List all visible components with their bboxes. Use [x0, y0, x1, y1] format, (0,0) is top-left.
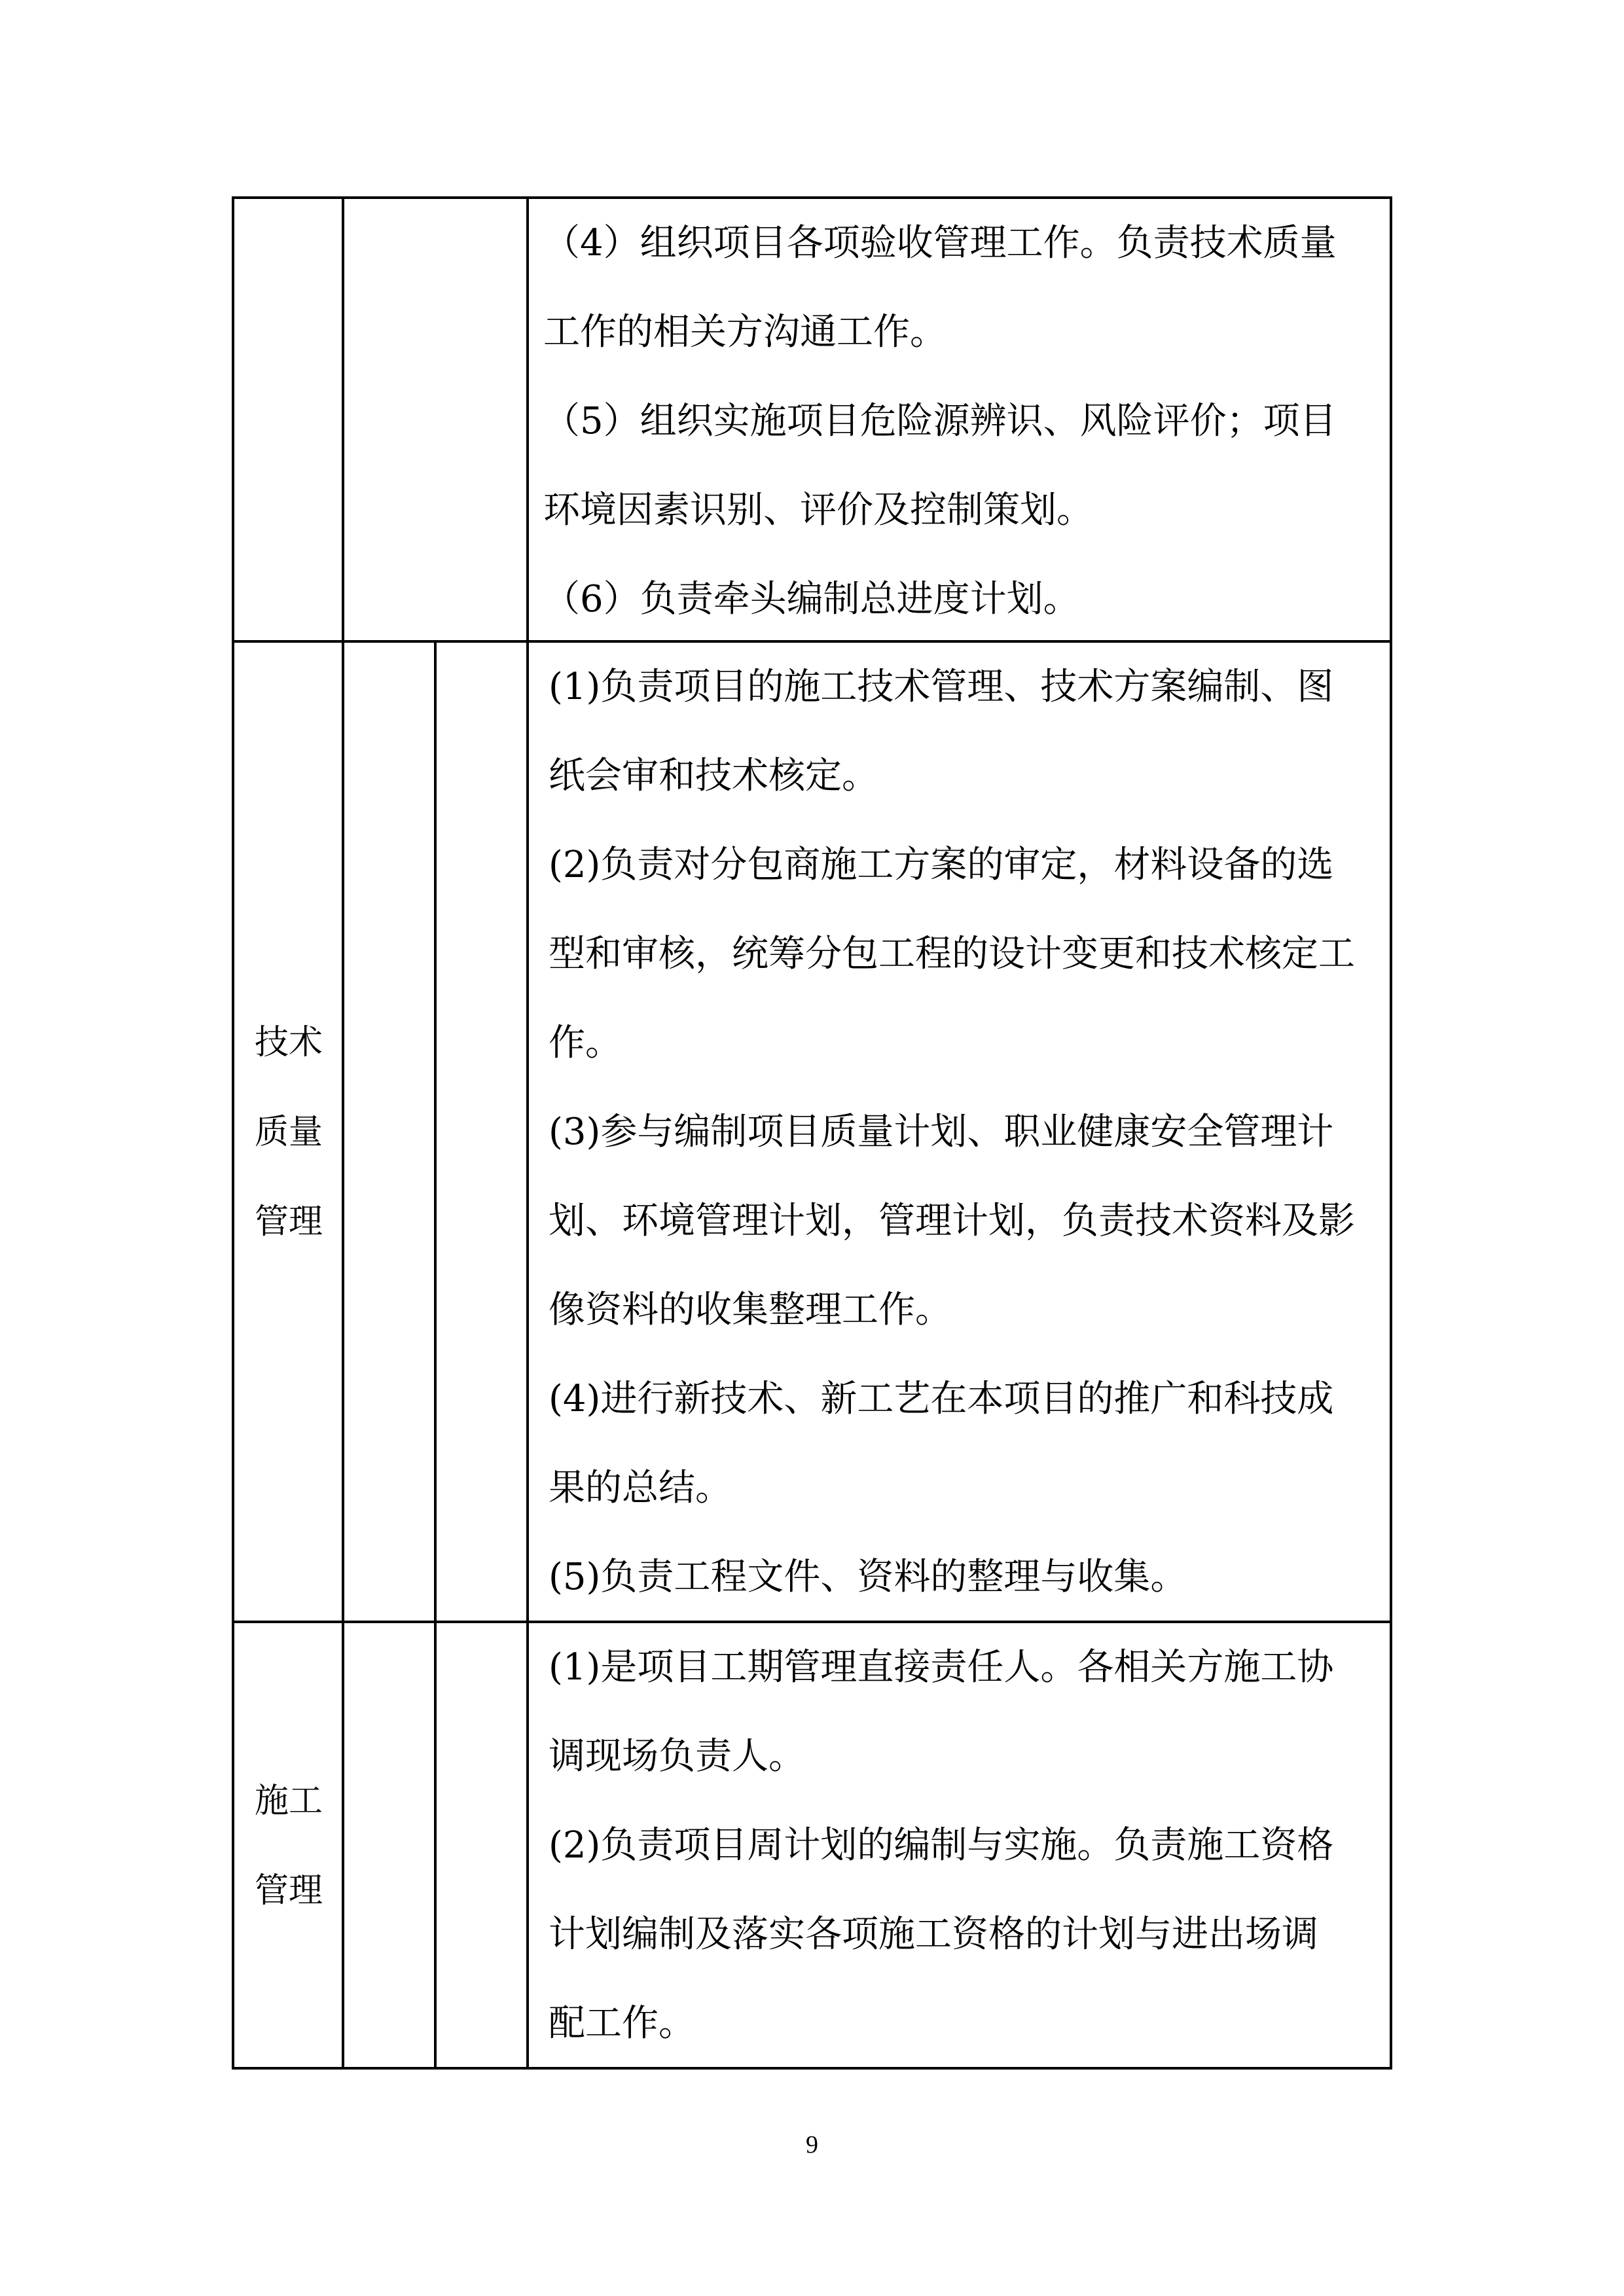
duty-line: 型和审核，统筹分包工程的设计变更和技术核定工 [549, 933, 1355, 975]
label-line: 质量 [254, 1113, 323, 1152]
table-row-technical-quality [232, 640, 1392, 1623]
duty-line: (3)参与编制项目质量计划、职业健康安全管理计 [549, 1111, 1334, 1153]
duty-line: 纸会审和技术核定。 [549, 755, 878, 797]
duty-line: （5）组织实施项目危险源辨识、风险评价；项目 [543, 400, 1337, 442]
duty-line: 环境因素识别、评价及控制策划。 [543, 489, 1093, 531]
label-line: 管理 [254, 1871, 323, 1910]
column-divider [434, 643, 437, 1623]
label-line: 施工 [254, 1782, 323, 1821]
duty-line: 作。 [549, 1022, 622, 1064]
duty-line: 像资料的收集整理工作。 [549, 1289, 952, 1331]
duty-line: (5)负责工程文件、资料的整理与收集。 [549, 1556, 1187, 1598]
table-row-construction [232, 1621, 1392, 2070]
duty-line: 果的总结。 [549, 1467, 732, 1509]
duty-line: 划、环境管理计划，管理计划，负责技术资料及影 [549, 1200, 1355, 1242]
column-divider [342, 199, 344, 643]
department-label [234, 998, 343, 1267]
duty-line: (1)负责项目的施工技术管理、技术方案编制、图 [549, 666, 1334, 708]
duty-line: （6）负责牵头编制总进度计划。 [543, 578, 1080, 620]
duty-line: 工作的相关方沟通工作。 [543, 311, 947, 353]
duties-cell [549, 1623, 1390, 2068]
table-row-continued [232, 196, 1392, 643]
label-line: 管理 [254, 1202, 323, 1242]
duty-line: (2)负责对分包商施工方案的审定，材料设备的选 [549, 844, 1334, 886]
duty-line: （4）组织项目各项验收管理工作。负责技术质量 [543, 222, 1337, 264]
column-divider [526, 1623, 529, 2067]
duty-line: (1)是项目工期管理直接责任人。各相关方施工协 [549, 1646, 1334, 1689]
page-number: 9 [806, 2131, 818, 2159]
duty-line: 计划编制及落实各项施工资格的计划与进出场调 [549, 1913, 1318, 1956]
column-divider [526, 199, 529, 643]
column-divider [434, 1623, 437, 2067]
label-line: 技术 [254, 1023, 323, 1062]
duty-line: (2)负责项目周计划的编制与实施。负责施工资格 [549, 1824, 1334, 1867]
duty-line: (4)进行新技术、新工艺在本项目的推广和科技成 [549, 1378, 1334, 1420]
column-divider [526, 643, 529, 1623]
duty-line: 调现场负责人。 [549, 1735, 805, 1778]
duty-line: 配工作。 [549, 2002, 695, 2045]
duties-cell [549, 643, 1390, 1622]
department-label [234, 1757, 343, 1936]
duties-cell [543, 199, 1390, 644]
